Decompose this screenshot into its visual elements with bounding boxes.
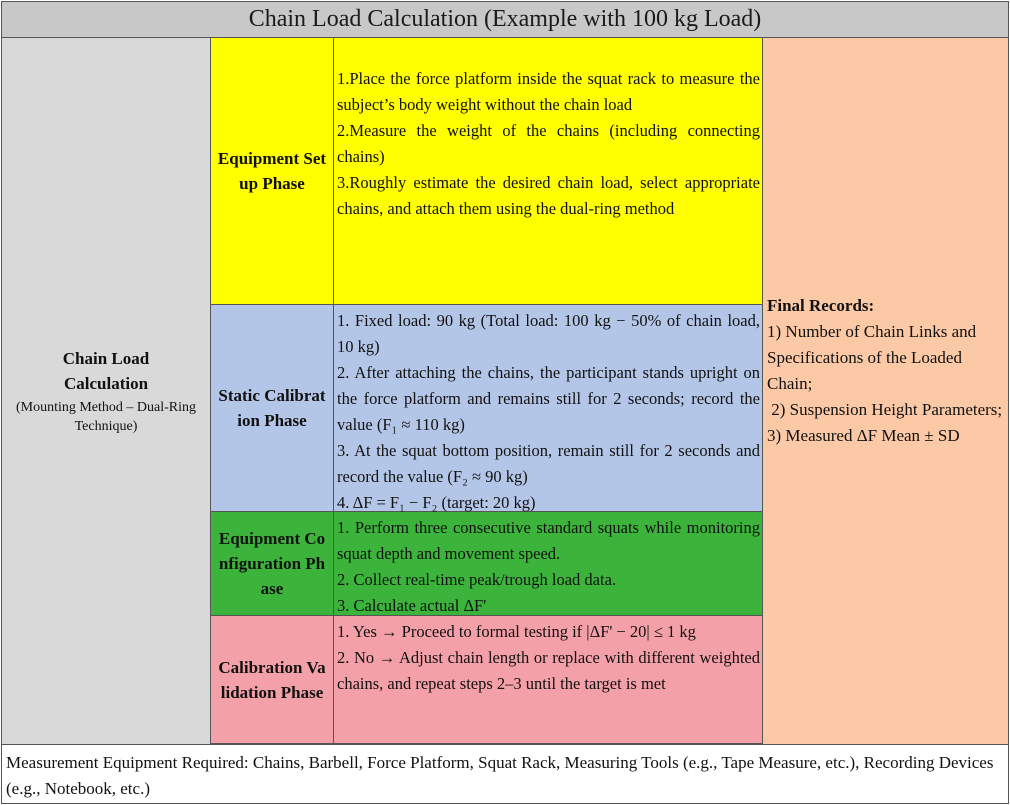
row-header-title: Chain Load Calculation [62, 349, 150, 393]
phase-step: 3.Roughly estimate the desired chain load, select appropriate chains, and attach them using the dual-ring method [337, 173, 760, 218]
final-record-item: 1) Number of Chain Links and Specifications of the Loaded Chain; [767, 322, 977, 393]
final-records-title: Final Records: [767, 296, 875, 315]
phase-steps-equipment-configuration [334, 512, 763, 616]
phase-step: 1. Fixed load: 90 kg (Total load: 100 kg − 50% of chain load, 10 kg) [337, 311, 760, 356]
calculation-table [1, 1, 1009, 804]
phase-step: 2. After attaching the chains, the participant stands upright on the force platform and remains still for 2 seconds; record the value (F₁ ≈ 110 kg) [337, 363, 760, 434]
phase-label-static-calibration: Static Calibration Phase [211, 305, 334, 512]
phase-steps-static-calibration [334, 305, 763, 512]
phase-step: 4. ΔF = F₁ − F₂ (target: 20 kg) [337, 493, 536, 512]
final-record-item: 2) Suspension Height Parameters; [767, 400, 1003, 419]
phase-step: 1. Yes → Proceed to formal testing if |ΔF' − 20| ≤ 1 kg [337, 622, 696, 641]
phase-step: 2. Collect real-time peak/trough load data. [337, 570, 617, 589]
phase-label-equipment-configuration: Equipment Configuration Phase [211, 512, 334, 616]
phase-label-equipment-setup: Equipment Setup Phase [211, 38, 334, 305]
phase-step: 2.Measure the weight of the chains (including connecting chains) [337, 121, 760, 166]
phase-step: 2. No → Adjust chain length or replace with different weighted chains, and repeat steps 2–3 until the target is met [337, 648, 760, 693]
row-header-cell [2, 38, 211, 744]
table-title: Chain Load Calculation (Example with 100 kg Load) [2, 2, 1008, 38]
phase-step: 1. Perform three consecutive standard squats while monitoring squat depth and movement speed. [337, 518, 760, 563]
final-records-cell [763, 38, 1008, 744]
phase-label-calibration-validation: Calibration Validation Phase [211, 616, 334, 744]
phase-step: 3. Calculate actual ΔF' [337, 596, 487, 615]
row-header-subtitle: (Mounting Method – Dual-Ring Technique) [15, 400, 197, 434]
equipment-footer: Measurement Equipment Required: Chains, Barbell, Force Platform, Squat Rack, Measuring Tools (e.g., Tape Measure, etc.), Recording Devices (e.g., Notebook, etc.) [2, 744, 1008, 803]
final-record-item: 3) Measured ΔF Mean ± SD [767, 426, 960, 445]
phase-step: 1.Place the force platform inside the squat rack to measure the subject’s body weight without the chain load [337, 69, 760, 114]
phase-steps-equipment-setup [334, 38, 763, 305]
phase-step: 3. At the squat bottom position, remain still for 2 seconds and record the value (F₂ ≈ 90 kg) [337, 441, 760, 486]
phase-steps-calibration-validation [334, 616, 763, 744]
